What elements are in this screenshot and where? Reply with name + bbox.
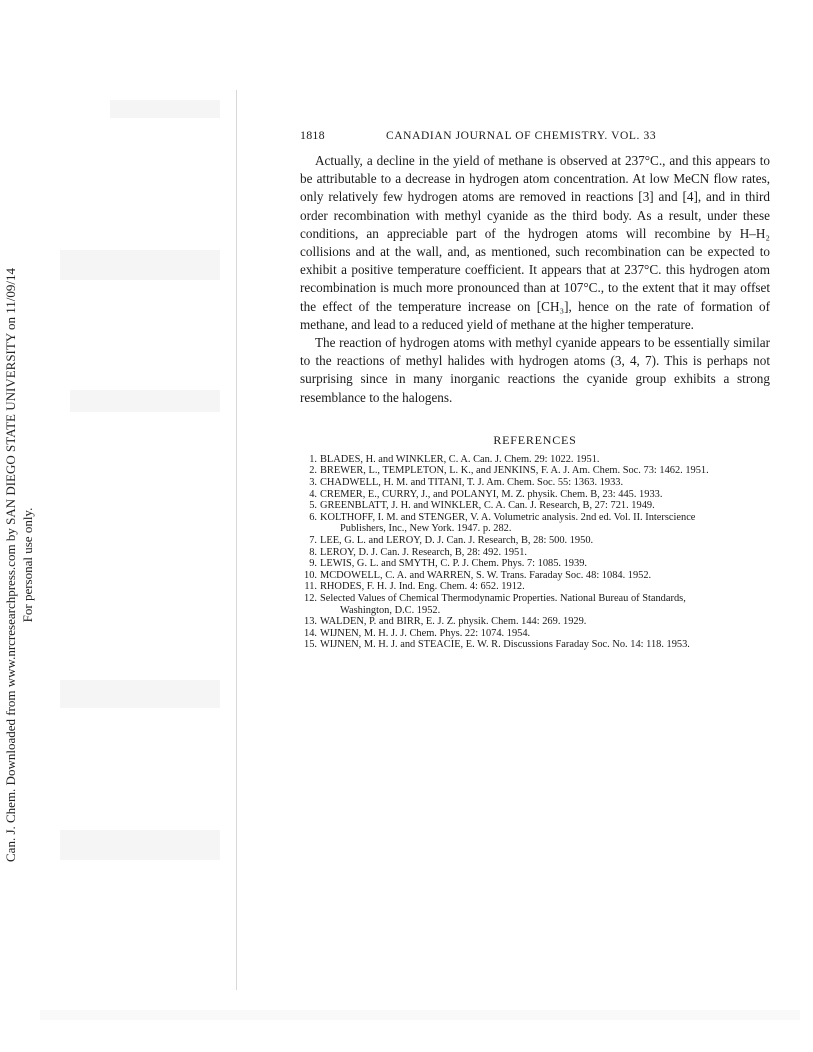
running-head <box>300 128 770 146</box>
reference-text: Selected Values of Chemical Thermodynamic Properties. National Bureau of Standards, <box>320 592 686 604</box>
reference-number: 14. <box>304 627 317 639</box>
scan-noise <box>40 1010 800 1020</box>
download-stamp-text <box>2 268 36 862</box>
reference-text: BREWER, L., TEMPLETON, L. K., and JENKINS, F. A. J. Am. Chem. Soc. 73: 1462. 1951. <box>320 465 709 477</box>
references-heading: REFERENCES <box>493 432 577 447</box>
reference-text: LEWIS, G. L. and SMYTH, C. P. J. Chem. Phys. 7: 1085. 1939. <box>320 558 587 570</box>
references-list <box>300 454 770 651</box>
scan-noise <box>60 680 220 708</box>
reference-number: 6. <box>309 511 317 523</box>
paragraph-1: Actually, a decline in the yield of methane is observed at 237°C., and this appears to be attributable to a decrease in hydrogen atom concentration. At low MeCN flow rates, only relatively few hydrogen atoms are removed in reactions [3] and [4], and in third order recombination with methyl cyanide as the third body. As a result, under these conditions, an appreciable part of the hydrogen atoms will recombine by H–H₂ collisions and at the wall, and, as mentioned, such recombination can be expected to exhibit a positive temperature coefficient. It appears that at 237°C. this hydrogen atom recombination is much more pronounced than at 107°C., to the extent that it may offset the effect of the temperature increase on [CH₃], hence on the rate of formation of methane, and lead to a reduced yield of methane at the higher temperature. <box>300 153 770 332</box>
scan-noise <box>70 390 220 412</box>
journal-title: CANADIAN JOURNAL OF CHEMISTRY. VOL. 33 <box>386 130 657 142</box>
reference-item <box>300 570 770 582</box>
reference-text: LEE, G. L. and LEROY, D. J. Can. J. Research, B, 28: 500. 1950. <box>320 535 594 546</box>
reference-item <box>300 593 770 616</box>
page-number: 1818 <box>300 128 325 142</box>
reference-number: 2. <box>309 465 317 477</box>
reference-number: 8. <box>309 546 317 558</box>
reference-number: 5. <box>309 500 317 512</box>
reference-item <box>300 489 770 501</box>
reference-text: GREENBLATT, J. H. and WINKLER, C. A. Can. J. Research, B, 27: 721. 1949. <box>320 500 655 512</box>
reference-number: 15. <box>304 639 317 651</box>
download-stamp-line-2: For personal use only. <box>20 507 35 623</box>
reference-text: WIJNEN, M. H. J. J. Chem. Phys. 22: 1074. 1954. <box>320 627 531 639</box>
reference-text: LEROY, D. J. Can. J. Research, B, 28: 492. 1951. <box>320 546 528 558</box>
download-stamp <box>0 0 40 1052</box>
reference-number: 10. <box>304 569 317 581</box>
reference-text-continued: Washington, D.C. 1952. <box>340 604 441 616</box>
reference-item <box>300 454 770 466</box>
reference-item <box>300 500 770 512</box>
reference-item <box>300 535 770 547</box>
reference-number: 9. <box>309 558 317 570</box>
body-text <box>300 152 770 407</box>
reference-text: BLADES, H. and WINKLER, C. A. Can. J. Chem. 29: 1022. 1951. <box>320 453 600 465</box>
scan-noise <box>60 830 220 860</box>
reference-text: WALDEN, P. and BIRR, E. J. Z. physik. Chem. 144: 269. 1929. <box>320 616 587 628</box>
reference-number: 7. <box>309 535 317 546</box>
reference-text: WIJNEN, M. H. J. and STEACIE, E. W. R. Discussions Faraday Soc. No. 14: 118. 1953. <box>320 639 690 651</box>
reference-item <box>300 512 770 535</box>
reference-text-continued: Publishers, Inc., New York. 1947. p. 282. <box>340 523 512 535</box>
reference-number: 1. <box>309 453 317 465</box>
page-gutter-line <box>236 90 237 990</box>
reference-text: MCDOWELL, C. A. and WARREN, S. W. Trans. Faraday Soc. 48: 1084. 1952. <box>320 569 652 581</box>
reference-text: CREMER, E., CURRY, J., and POLANYI, M. Z. physik. Chem. B, 23: 445. 1933. <box>320 488 663 500</box>
reference-number: 3. <box>309 477 317 489</box>
reference-number: 12. <box>304 592 317 604</box>
scan-noise <box>60 250 220 280</box>
reference-text: KOLTHOFF, I. M. and STENGER, V. A. Volumetric analysis. 2nd ed. Vol. II. Interscience <box>320 511 696 523</box>
page-content <box>300 128 770 651</box>
paragraph-2: The reaction of hydrogen atoms with methyl cyanide appears to be essentially similar to the reactions of methyl halides with hydrogen atoms (3, 4, 7). This is perhaps not surprising since in many inorganic reactions the cyanide group exhibits a strong resemblance to the halogens. <box>300 335 770 405</box>
reference-item <box>300 639 770 651</box>
reference-item <box>300 558 770 570</box>
reference-number: 13. <box>304 616 317 628</box>
reference-number: 4. <box>309 488 317 500</box>
reference-number: 11. <box>304 581 317 593</box>
scan-noise <box>110 100 220 118</box>
download-stamp-line-1: Can. J. Chem. Downloaded from www.nrcresearchpress.com by SAN DIEGO STATE UNIVERSITY on 11/09/14 <box>3 268 18 862</box>
reference-item <box>300 465 770 477</box>
reference-text: RHODES, F. H. J. Ind. Eng. Chem. 4: 652. 1912. <box>320 581 525 593</box>
reference-item <box>300 547 770 559</box>
reference-item <box>300 616 770 628</box>
reference-text: CHADWELL, H. M. and TITANI, T. J. Am. Chem. Soc. 55: 1363. 1933. <box>320 477 624 489</box>
reference-item <box>300 628 770 640</box>
reference-item <box>300 581 770 593</box>
reference-item <box>300 477 770 489</box>
